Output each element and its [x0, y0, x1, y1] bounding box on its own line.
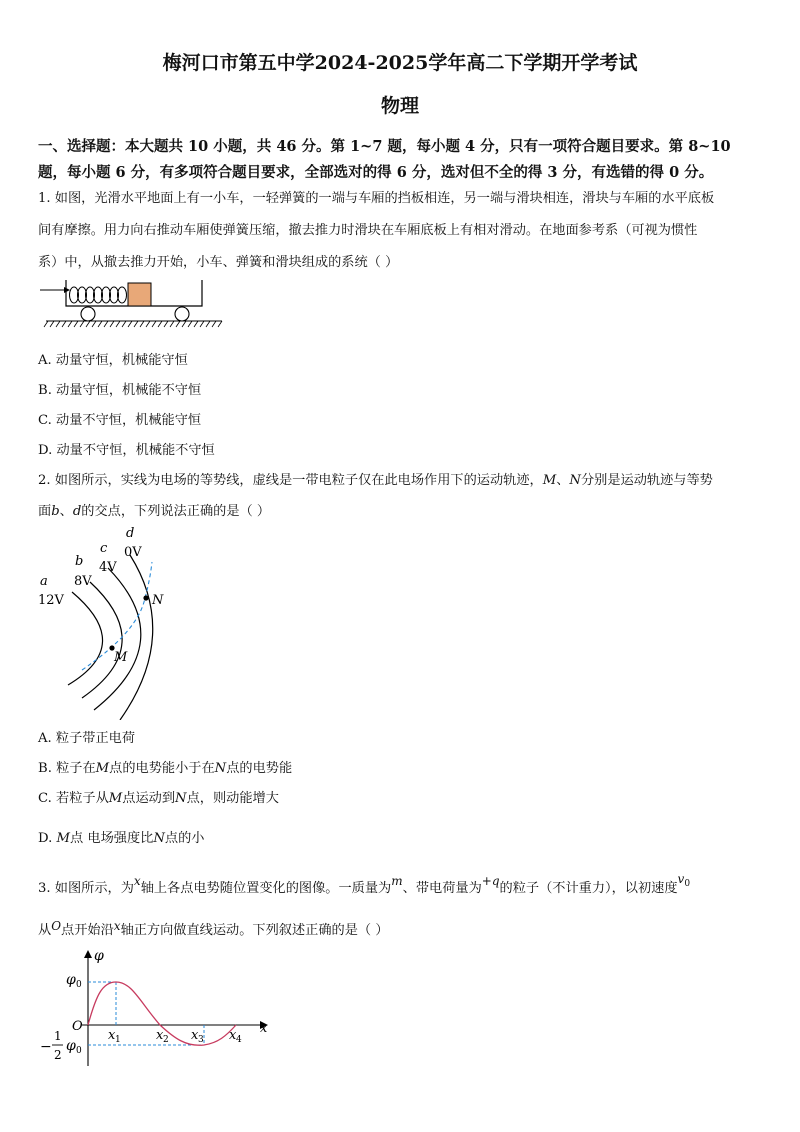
q3-stem-line2: 从O点开始沿x轴正方向做直线运动。下列叙述正确的是（ ）: [38, 919, 389, 938]
origin-label: O: [72, 1019, 83, 1034]
x1-label: x: [108, 1028, 116, 1043]
neg-phi0-label: φ: [66, 1038, 76, 1054]
equipotential-a: [68, 592, 103, 685]
q2-option-a: A. 粒子带正电荷: [38, 731, 136, 746]
svg-text:2: 2: [163, 1035, 169, 1045]
x4-label: x: [229, 1028, 237, 1043]
x-axis-label: x: [260, 1021, 268, 1036]
svg-text:3: 3: [198, 1035, 204, 1045]
neg-phi0-subscript: 0: [76, 1046, 82, 1056]
section-heading-line1: 一、选择题：本大题共 10 小题，共 46 分。第 1~7 题，每小题 4 分，只有一项符合题目要求。第 8~10: [38, 138, 731, 155]
point-n: [143, 595, 148, 600]
q1-stem-line3: 系）中，从撤去推力开始，小车、弹簧和滑块组成的系统（ ）: [38, 255, 399, 270]
q1-stem-line2: 间有摩擦。用力向右推动车厢使弹簧压缩，撤去推力时滑块在车厢底板上有相对滑动。在地面参考系（可视为惯性: [38, 223, 698, 238]
q1-cart-figure: [36, 276, 236, 332]
voltage-c: 4V: [99, 560, 117, 575]
phi0-subscript: 0: [76, 980, 82, 990]
y-axis-label: φ: [94, 948, 104, 964]
exam-title: 梅河口市第五中学2024-2025学年高二下学期开学考试: [162, 52, 638, 74]
label-c: c: [100, 541, 108, 556]
q3-potential-graph: [36, 946, 286, 1071]
phi0-label: φ: [66, 972, 76, 988]
q2-equipotential-figure: [30, 520, 180, 720]
q1-option-b: B. 动量守恒，机械能不守恒: [38, 383, 202, 398]
point-n-ref: N: [569, 473, 581, 488]
q2-option-b: B. 粒子在M点的电势能小于在N点的电势能: [38, 761, 293, 776]
label-b: b: [75, 554, 84, 569]
equipotential-c: [94, 568, 141, 710]
q2-stem-line1: 2. 如图所示，实线为电场的等势线，虚线是一带电粒子仅在此电场作用下的运动轨迹，M、N分别是运动轨迹与等势: [38, 473, 713, 488]
subject-title: 物理: [380, 95, 419, 117]
frac-denominator: 2: [54, 1048, 62, 1062]
frac-numerator: 1: [54, 1029, 62, 1043]
q3-stem-line1: 3. 如图所示，为x轴上各点电势随位置变化的图像。一质量为m、带电荷量为+q的粒子（不计重力），以初速度$v^0$: [38, 872, 691, 896]
point-n-label: N: [152, 593, 164, 608]
voltage-b: 8V: [74, 574, 92, 589]
q1-option-c: C. 动量不守恒，机械能守恒: [38, 413, 202, 428]
equipotential-d: [120, 555, 153, 720]
voltage-a: 12V: [38, 593, 64, 608]
q2-stem-line2: 面b、d的交点，下列说法正确的是（ ）: [38, 504, 271, 519]
q1-stem-line1: 1. 如图，光滑水平地面上有一小车，一轻弹簧的一端与车厢的挡板相连，另一端与滑块相连，滑块与车厢的水平底板: [38, 191, 715, 206]
label-a: a: [40, 574, 48, 589]
svg-text:4: 4: [236, 1035, 242, 1045]
svg-text:1: 1: [115, 1035, 121, 1045]
q1-option-a: A. 动量守恒，机械能守恒: [38, 353, 188, 368]
q2-option-c: C. 若粒子从M点运动到N点，则动能增大: [38, 791, 279, 806]
section-heading-line2: 题，每小题 6 分，有多项符合题目要求，全部选对的得 6 分，选对但不全的得 3 分，有选错的得 0 分。: [38, 164, 714, 181]
point-m-ref: M: [542, 473, 557, 488]
x3-label: x: [191, 1028, 199, 1043]
point-m-label: M: [114, 650, 128, 665]
q2-option-d: D. M点 电场强度比N点的小: [38, 831, 205, 846]
x2-label: x: [156, 1028, 164, 1043]
voltage-d: 0V: [124, 545, 142, 560]
label-d: d: [126, 526, 135, 541]
q1-option-d: D. 动量不守恒，机械能不守恒: [38, 443, 215, 458]
neg-sign: −: [40, 1039, 52, 1055]
